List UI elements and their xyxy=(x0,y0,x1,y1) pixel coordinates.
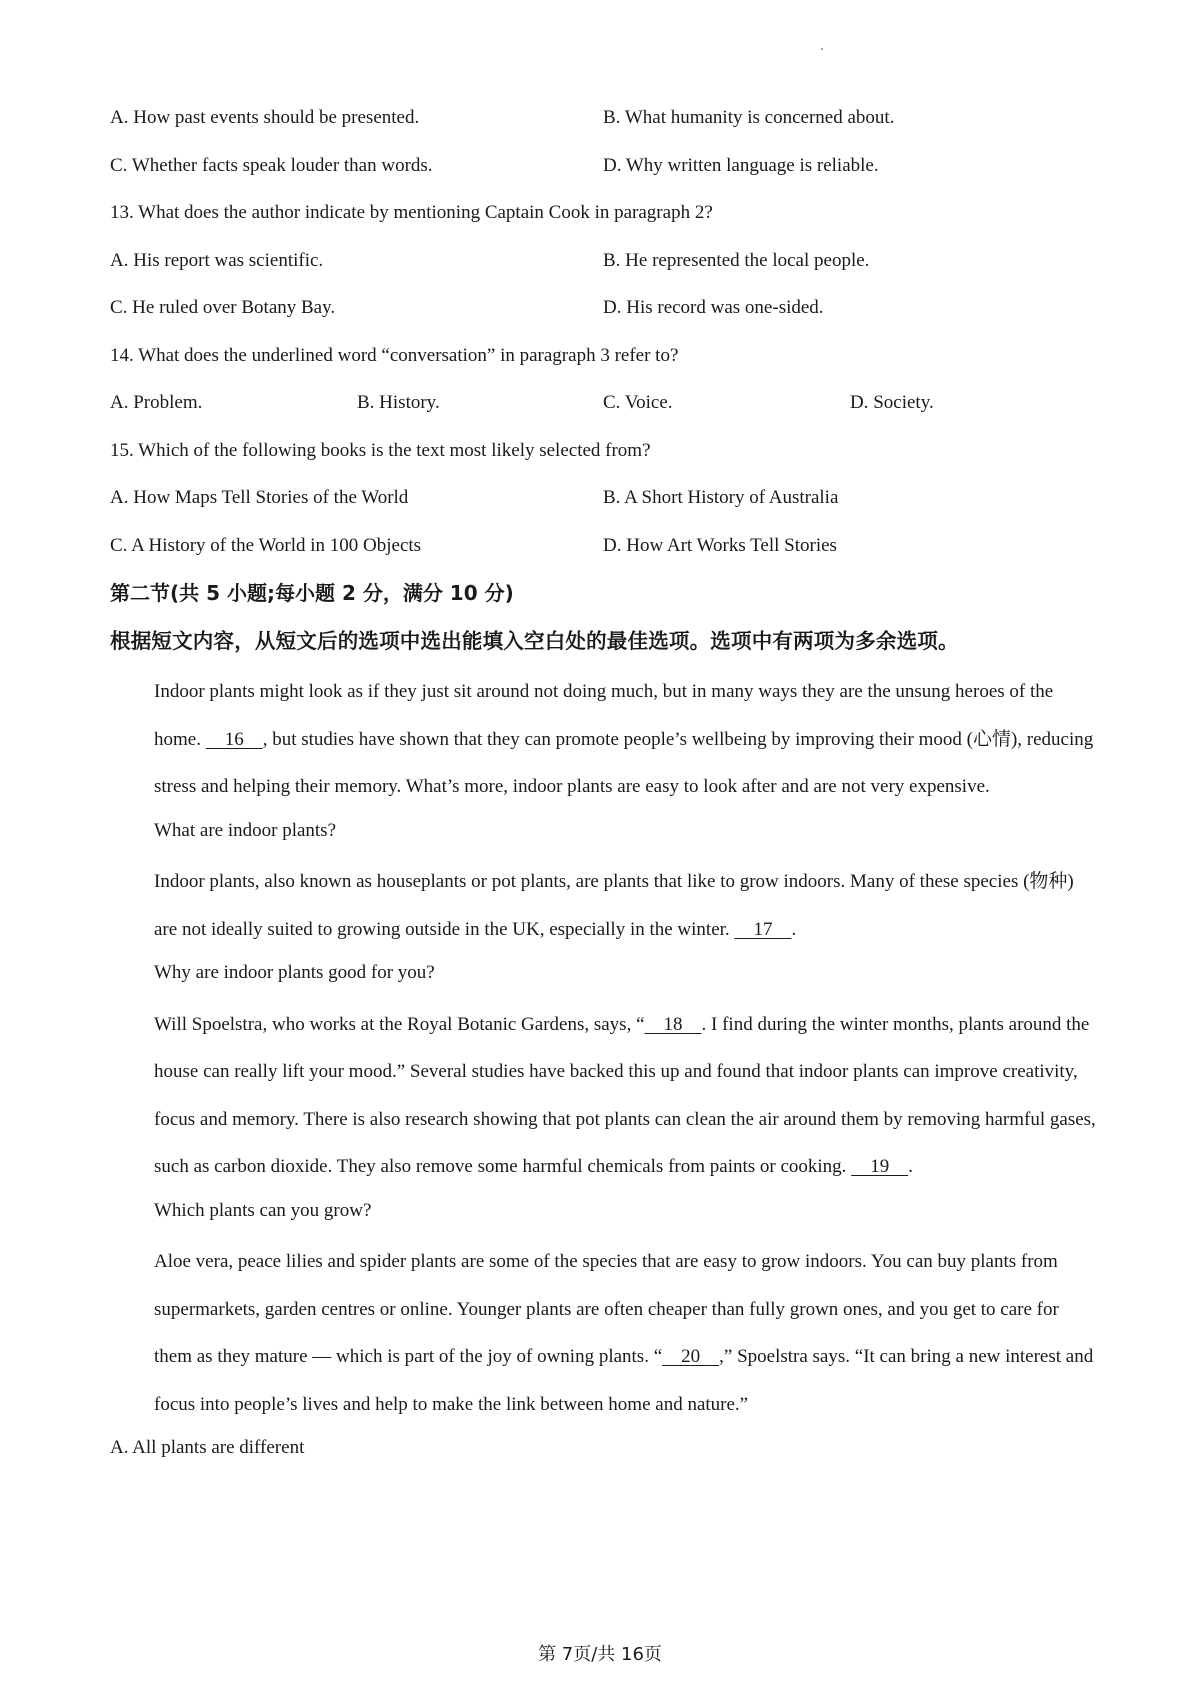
q13-option-a: A. His report was scientific. xyxy=(110,249,324,271)
scan-dot xyxy=(821,48,823,50)
section-heading: 第二节(共 5 小题;每小题 2 分，满分 10 分) xyxy=(110,581,514,605)
q14-option-a: A. Problem. xyxy=(110,392,203,413)
q15-option-d: D. How Art Works Tell Stories xyxy=(603,534,837,556)
q15-options-row-2 xyxy=(110,526,1100,574)
answer-option-a: A. All plants are different xyxy=(110,1437,305,1458)
passage-paragraph-2 xyxy=(110,858,1100,953)
passage-paragraph-4 xyxy=(110,1238,1100,1428)
q14-options-row xyxy=(110,383,1100,431)
passage-text: ,” Spoelstra says. “It can bring a new interest and focus into people’s lives and help to make the link between home and nature.” xyxy=(154,1346,1094,1415)
blank-19: 19 xyxy=(851,1156,909,1177)
q15-stem: 15. Which of the following books is the text most likely selected from? xyxy=(110,439,651,461)
q12-options-row-2 xyxy=(110,146,1100,194)
blank-20: 20 xyxy=(662,1346,720,1367)
passage-text: . xyxy=(908,1156,913,1177)
q14-option-d: D. Society. xyxy=(850,392,934,413)
passage-text: , but studies have shown that they can promote people’s wellbeing by improving their mood (心情), reducing stress and helping their memory. What’s more, indoor plants are easy to look after and are not very expensive. xyxy=(154,728,1094,797)
q14-option-b: B. History. xyxy=(357,392,440,413)
q12-option-d: D. Why written language is reliable. xyxy=(603,154,879,176)
blank-18: 18 xyxy=(644,1013,702,1035)
q15-option-b: B. A Short History of Australia xyxy=(603,487,839,508)
passage-text: Indoor plants might look as if they just sit around not doing much, but in many ways they are the unsung heroes of the home. xyxy=(154,681,1054,750)
q14-stem: 14. What does the underlined word “conversation” in paragraph 3 refer to? xyxy=(110,344,679,366)
q15-option-c: C. A History of the World in 100 Objects xyxy=(110,534,422,556)
q13-options-row-1 xyxy=(110,241,1100,289)
q12-option-c: C. Whether facts speak louder than words. xyxy=(110,154,433,176)
passage-text: . xyxy=(791,918,797,940)
q13-option-c: C. He ruled over Botany Bay. xyxy=(110,297,336,318)
subheading-what: What are indoor plants? xyxy=(154,819,337,841)
q15-options-row-1 xyxy=(110,478,1100,526)
blank-16: 16 xyxy=(205,728,263,750)
passage-text: Will Spoelstra, who works at the Royal Botanic Gardens, says, “ xyxy=(154,1013,645,1035)
section-instruction: 根据短文内容，从短文后的选项中选出能填入空白处的最佳选项。选项中有两项为多余选项。 xyxy=(110,628,959,653)
passage-text: . I find during the winter months, plants around the house can really lift your mood.” Several studies have backed this up and found that indoor plants can improve creativity, focus and memory. There is also research showing that pot plants can clean the air around them by removing harmful gases, such as carbon dioxide. They also remove some harmful chemicals from paints or cooking. xyxy=(154,1013,1096,1177)
q13-option-d: D. His record was one-sided. xyxy=(603,297,824,318)
q13-options-row-2 xyxy=(110,288,1100,336)
q12-option-b: B. What humanity is concerned about. xyxy=(603,107,895,128)
page-number: 第 7页/共 16页 xyxy=(538,1644,662,1665)
q12-option-a: A. How past events should be presented. xyxy=(110,107,420,128)
q13-stem: 13. What does the author indicate by mentioning Captain Cook in paragraph 2? xyxy=(110,202,713,223)
passage-text: Indoor plants, also known as houseplants or pot plants, are plants that like to grow indoors. Many of these species (物种) are not ideally suited to growing outside in the UK, especially in the winter. xyxy=(154,871,1074,940)
q12-options-row-1 xyxy=(110,98,1100,146)
blank-17: 17 xyxy=(734,918,792,940)
passage-paragraph-1 xyxy=(110,668,1100,811)
q13-option-b: B. He represented the local people. xyxy=(603,249,870,271)
page-footer xyxy=(0,1640,1200,1666)
passage-paragraph-3 xyxy=(110,1001,1100,1191)
q15-option-a: A. How Maps Tell Stories of the World xyxy=(110,487,409,508)
q14-option-c: C. Voice. xyxy=(603,392,673,413)
document-body xyxy=(110,98,1100,1476)
passage-text: Aloe vera, peace lilies and spider plants are some of the species that are easy to grow indoors. You can buy plants from supermarkets, garden centres or online. Younger plants are often cheaper than fully grown ones, and you get to care for them as they mature — which is part of the joy of owning plants. “ xyxy=(154,1251,1059,1367)
subheading-why: Why are indoor plants good for you? xyxy=(154,962,435,983)
subheading-which: Which plants can you grow? xyxy=(154,1199,372,1221)
